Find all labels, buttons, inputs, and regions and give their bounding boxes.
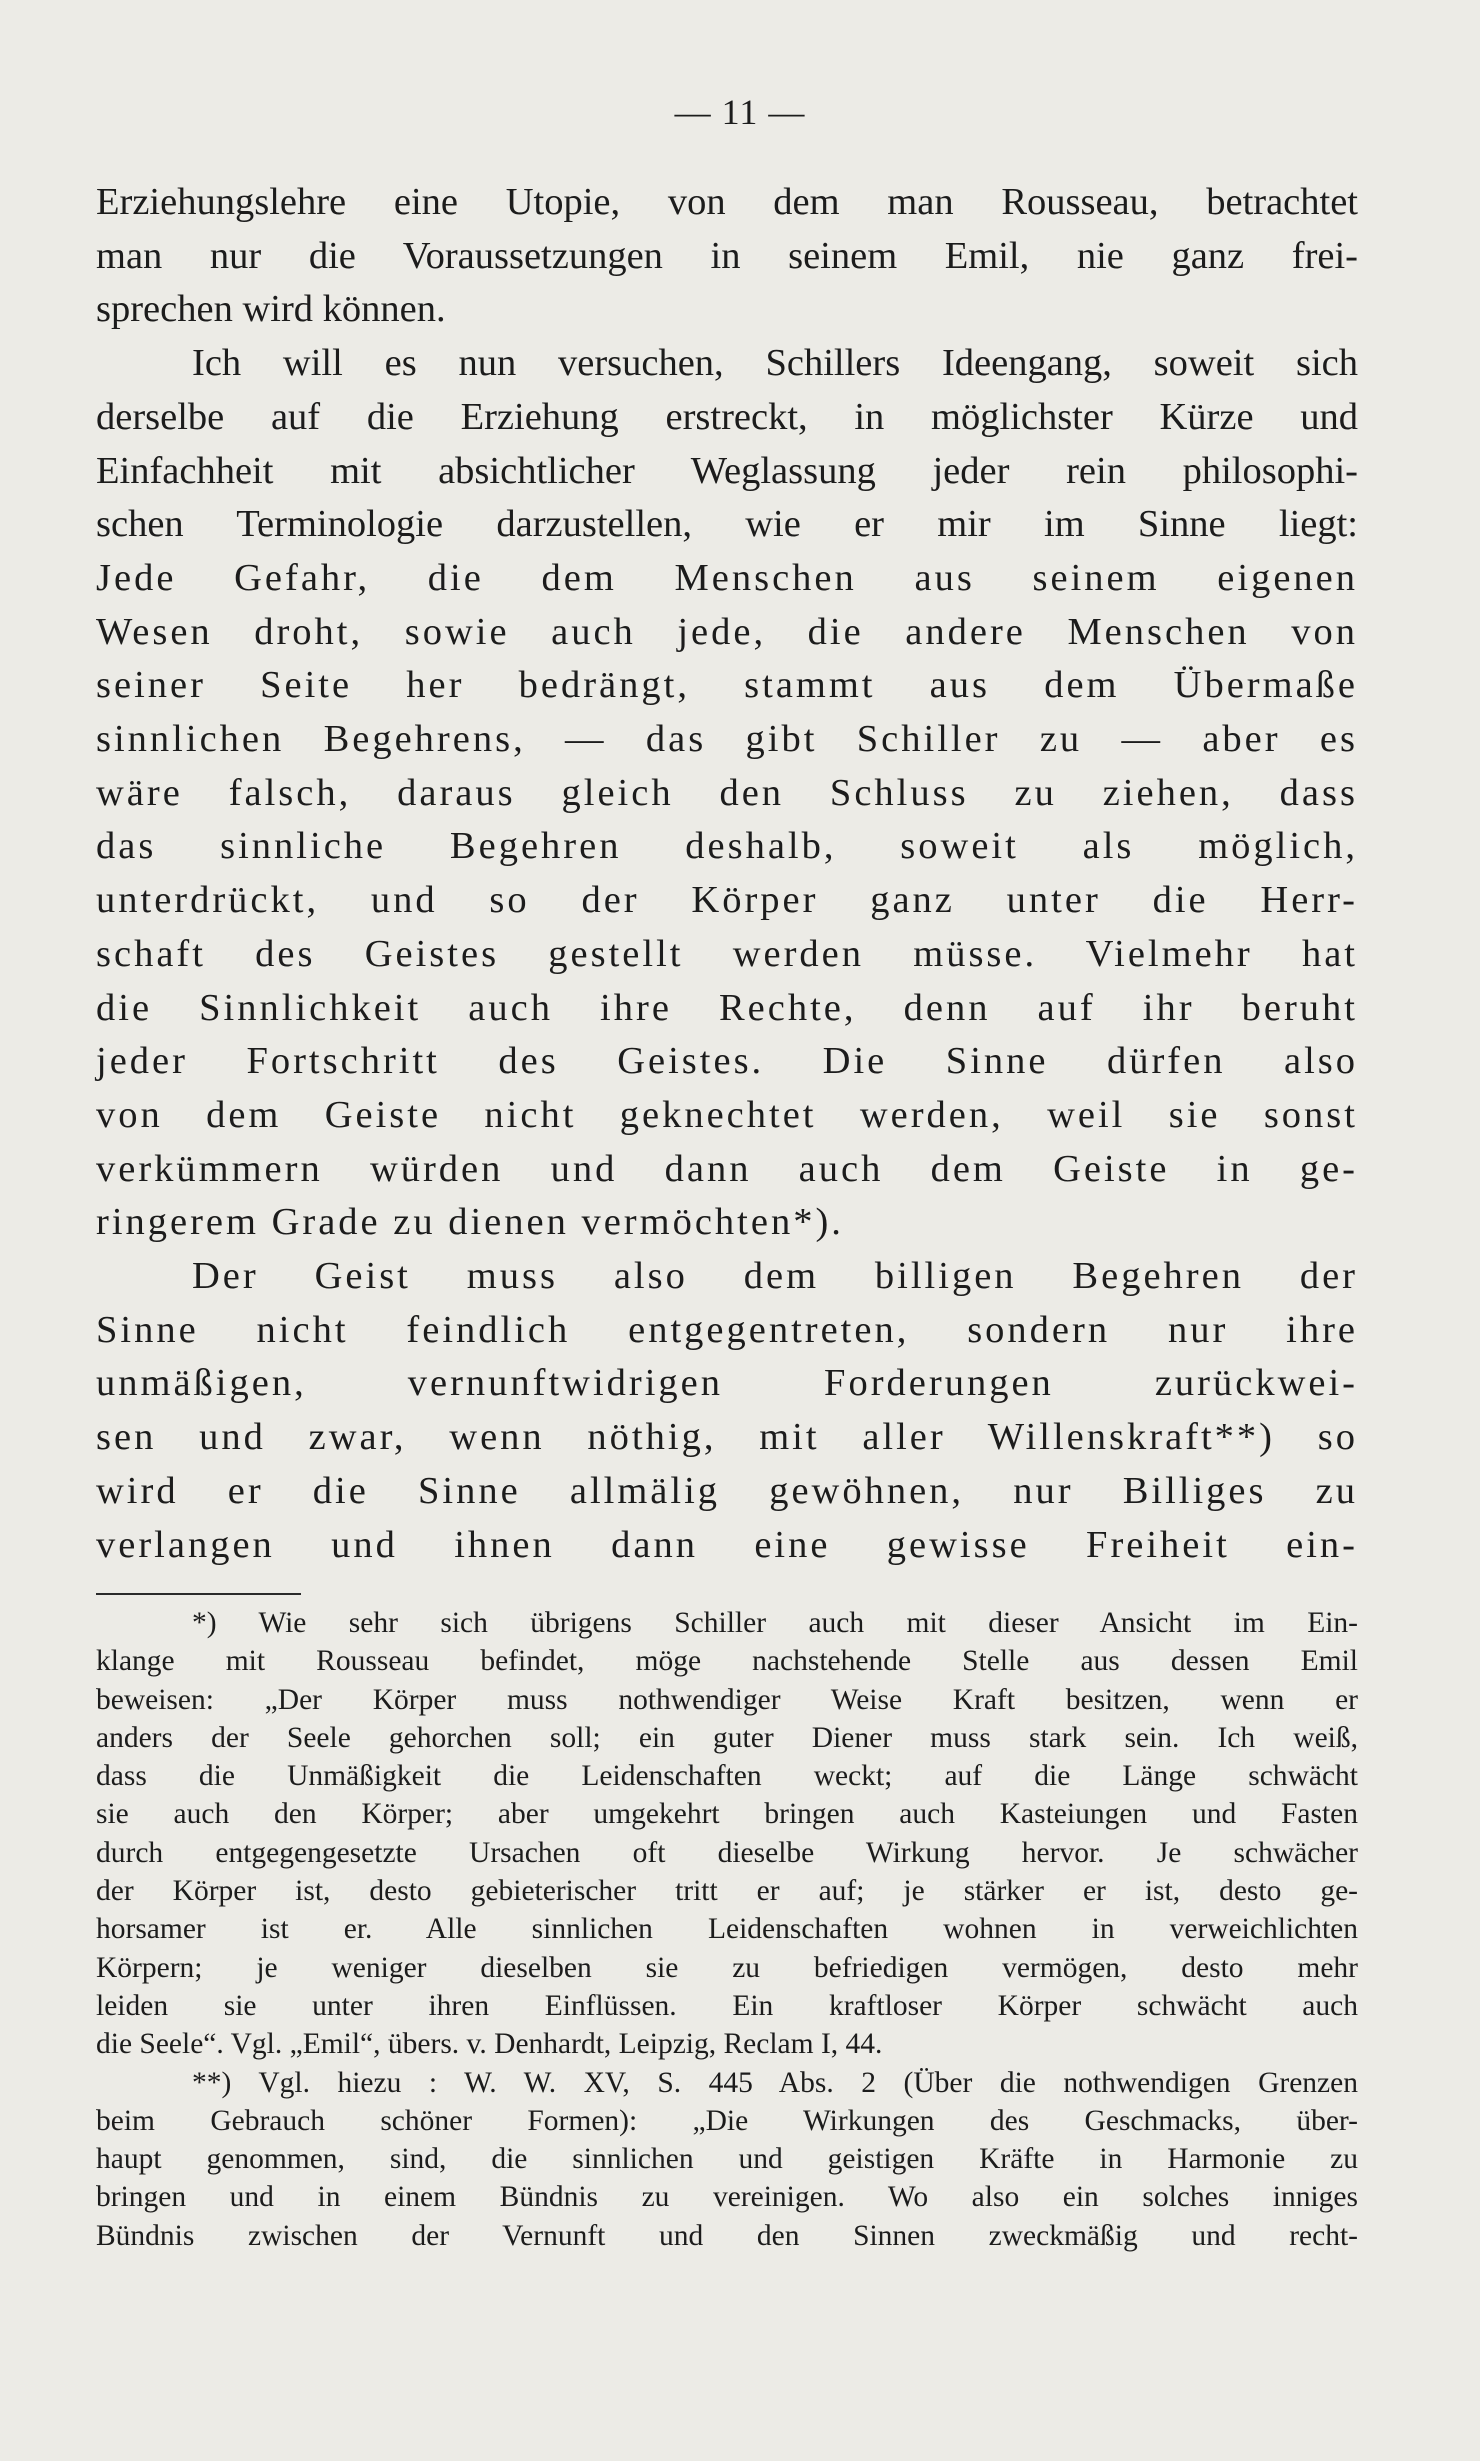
text-line: sen und zwar, wenn nöthig, mit aller Willenskraft**) so	[96, 1416, 1358, 1459]
footnotes	[96, 1604, 1358, 2255]
text-line: die Sinnlichkeit auch ihre Rechte, denn auf ihr beruht	[96, 986, 1358, 1029]
text-line: derselbe auf die Erziehung erstreckt, in möglichster Kürze und	[96, 395, 1358, 438]
footnote-line: durch entgegengesetzte Ursachen oft dieselbe Wirkung hervor. Je schwächer	[96, 1836, 1358, 1869]
text-line: schen Terminologie darzustellen, wie er mir im Sinne liegt:	[96, 503, 1358, 546]
footnote-line: haupt genommen, sind, die sinnlichen und geistigen Kräfte in Harmonie zu	[96, 2143, 1358, 2176]
text-line: Jede Gefahr, die dem Menschen aus seinem eigenen	[96, 556, 1358, 599]
footnote-line: **) Vgl. hiezu : W. W. XV, S. 445 Abs. 2 (Über die nothwendigen Grenzen	[192, 2066, 1358, 2099]
paragraph-1	[96, 176, 1358, 337]
footnote-line: leiden sie unter ihren Einflüssen. Ein kraftloser Körper schwächt auch	[96, 1989, 1358, 2022]
footnote-line: der Körper ist, desto gebieterischer tritt er auf; je stärker er ist, desto ge-	[96, 1875, 1358, 1908]
footnote-line: dass die Unmäßigkeit die Leidenschaften weckt; auf die Länge schwächt	[96, 1760, 1358, 1793]
text-line: sprechen wird können.	[96, 288, 446, 331]
text-line: Einfachheit mit absichtlicher Weglassung jeder rein philosophi-	[96, 449, 1358, 492]
footnote-line: beweisen: „Der Körper muss nothwendiger Weise Kraft besitzen, wenn er	[96, 1683, 1358, 1716]
paragraph-2	[96, 337, 1358, 1250]
footnote-line: bringen und in einem Bündnis zu vereinigen. Wo also ein solches inniges	[96, 2181, 1358, 2214]
page-number: — 11 —	[674, 92, 806, 132]
text-line: von dem Geiste nicht geknechtet werden, weil sie sonst	[96, 1093, 1358, 1136]
footnote-line: horsamer ist er. Alle sinnlichen Leidenschaften wohnen in verweichlichten	[96, 1913, 1358, 1946]
footnote-line: Körpern; je weniger dieselben sie zu befriedigen vermögen, desto mehr	[96, 1951, 1358, 1984]
text-line: unmäßigen, vernunftwidrigen Forderungen zurückwei-	[96, 1362, 1358, 1405]
footnote-1	[96, 1604, 1358, 2064]
text-line: sinnlichen Begehrens, — das gibt Schiller zu — aber es	[96, 718, 1358, 761]
text-line: unterdrückt, und so der Körper ganz unter die Herr-	[96, 879, 1358, 922]
text-line: Ich will es nun versuchen, Schillers Ideengang, soweit sich	[192, 342, 1358, 385]
text-line: verlangen und ihnen dann eine gewisse Freiheit ein-	[96, 1523, 1358, 1566]
footnote-line: die Seele“. Vgl. „Emil“, übers. v. Denhardt, Leipzig, Reclam I, 44.	[96, 2028, 883, 2061]
text-line: ringerem Grade zu dienen vermöchten*).	[96, 1201, 844, 1244]
text-line: jeder Fortschritt des Geistes. Die Sinne dürfen also	[96, 1040, 1358, 1083]
text-line: Erziehungslehre eine Utopie, von dem man Rousseau, betrachtet	[96, 181, 1358, 223]
text-line: seiner Seite her bedrängt, stammt aus dem Übermaße	[96, 664, 1358, 707]
text-line: verkümmern würden und dann auch dem Geiste in ge-	[96, 1147, 1358, 1190]
text-line: Sinne nicht feindlich entgegentreten, sondern nur ihre	[96, 1308, 1358, 1351]
text-line: Der Geist muss also dem billigen Begehren der	[192, 1255, 1358, 1298]
text-line: wird er die Sinne allmälig gewöhnen, nur Billiges zu	[96, 1469, 1358, 1512]
paragraph-3	[96, 1250, 1358, 1572]
text-line: schaft des Geistes gestellt werden müsse. Vielmehr hat	[96, 932, 1358, 975]
footnote-line: Bündnis zwischen der Vernunft und den Sinnen zweckmäßig und recht-	[96, 2219, 1358, 2252]
footnote-line: sie auch den Körper; aber umgekehrt bringen auch Kasteiungen und Fasten	[96, 1798, 1358, 1831]
text-line: man nur die Voraussetzungen in seinem Emil, nie ganz frei-	[96, 234, 1358, 277]
footnote-line: anders der Seele gehorchen soll; ein guter Diener muss stark sein. Ich weiß,	[96, 1721, 1358, 1754]
footnote-line: *) Wie sehr sich übrigens Schiller auch mit dieser Ansicht im Ein-	[192, 1607, 1358, 1639]
text-line: wäre falsch, daraus gleich den Schluss zu ziehen, dass	[96, 771, 1358, 814]
text-line: das sinnliche Begehren deshalb, soweit als möglich,	[96, 825, 1358, 868]
footnote-2	[96, 2064, 1358, 2255]
main-text	[96, 176, 1358, 1572]
footnote-divider	[96, 1593, 301, 1595]
footnote-line: beim Gebrauch schöner Formen): „Die Wirkungen des Geschmacks, über-	[96, 2104, 1358, 2137]
footnote-line: klange mit Rousseau befindet, möge nachstehende Stelle aus dessen Emil	[96, 1645, 1358, 1678]
text-line: Wesen droht, sowie auch jede, die andere Menschen von	[96, 610, 1358, 653]
